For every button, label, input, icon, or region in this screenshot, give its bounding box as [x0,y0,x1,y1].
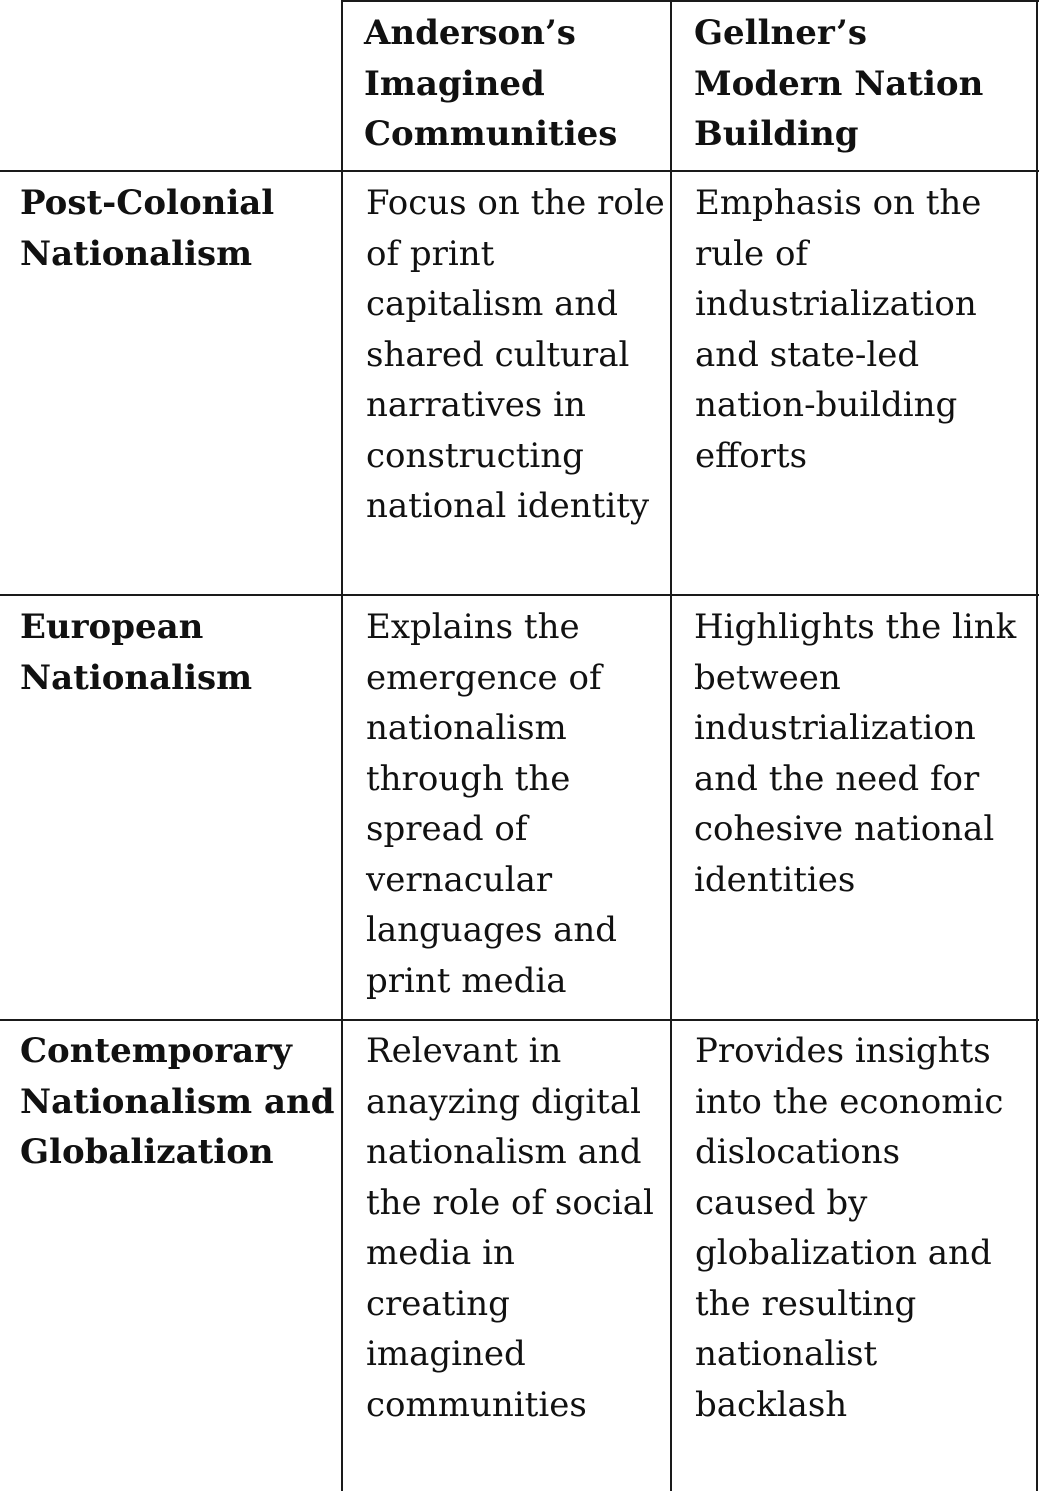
gellner-cell: Highlights the link between industrialization and the need for cohesive national identities [694,607,1017,900]
header-anderson: Anderson’s Imagined Communities [364,13,618,154]
anderson-cell: Relevant in anayzing digital nationalism and the role of social media in creating imagined communities [366,1031,654,1425]
table-top-border [342,0,1039,2]
row-divider [0,1019,1039,1021]
anderson-cell: Focus on the role of print capitalism and shared cultural narratives in constructing national identity [366,183,665,526]
gellner-cell: Emphasis on the rule of industrialization and state-led nation-building efforts [695,183,982,476]
anderson-cell: Explains the emergence of nationalism through the spread of vernacular languages and print media [366,607,618,1001]
gellner-cell: Provides insights into the economic dislocations caused by globalization and the resulting nationalist backlash [695,1031,1004,1425]
row-divider [0,594,1039,596]
row-label: Post-Colonial Nationalism [20,183,275,274]
row-label: European Nationalism [20,607,253,698]
row-label: Contemporary Nationalism and Globalization [20,1031,335,1172]
header-row-divider [0,170,1039,172]
column-divider [670,0,672,1491]
header-gellner: Gellner’s Modern Nation Building [694,13,984,154]
column-divider [341,0,343,1491]
table-right-border [1036,0,1038,1491]
